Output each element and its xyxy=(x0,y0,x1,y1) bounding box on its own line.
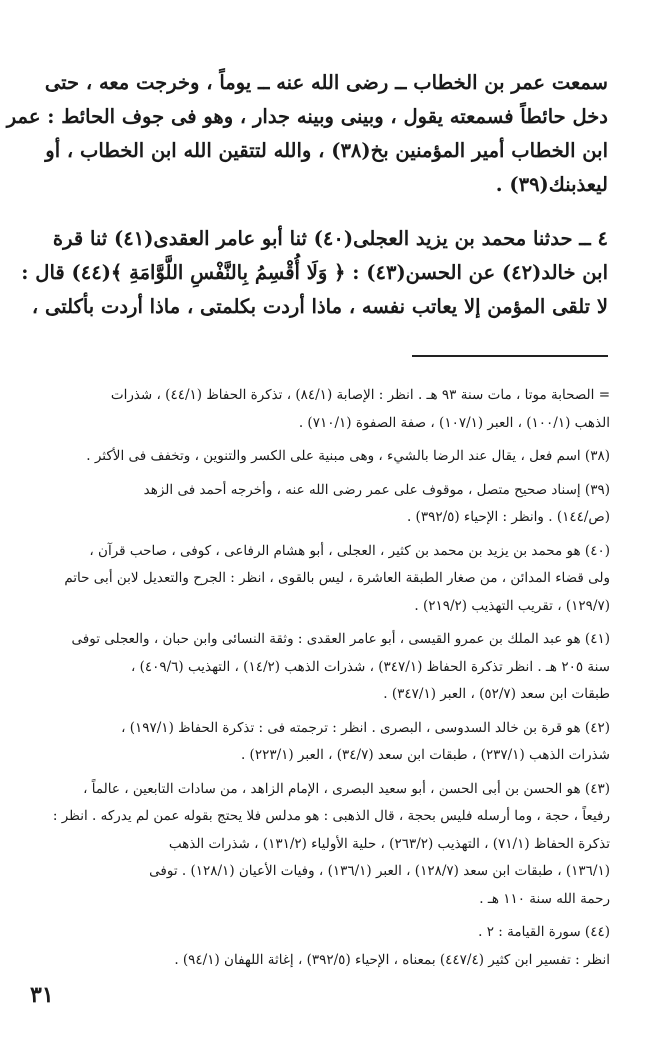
footnote-continued xyxy=(46,382,610,437)
main-paragraph-1 xyxy=(6,66,608,202)
footnote-line: (٤١) هو عبد الملك بن عمرو القيسى ، أبو عامر العقدى : وثقة النسائى وابن حبان ، والعجلى توفى xyxy=(71,631,610,647)
page-number: ٣١ xyxy=(30,982,54,1008)
footnote-line: رحمة الله سنة ١١٠ هـ . xyxy=(479,890,610,907)
footnotes xyxy=(46,382,610,980)
text-line: ابن خالد(٤٢) عن الحسن(٤٣) : ﴿ وَلَا أُقْسِمُ بِالنَّفْسِ اللَّوَّامَةِ ﴾(٤٤) قال : xyxy=(21,261,608,284)
footnote-line: (٤٤) سورة القيامة : ٢ . xyxy=(478,924,610,940)
footnote-line: الذهب (١٠٠/١) ، العبر (١٠٧/١) ، صفة الصفوة (٧١٠/١) . xyxy=(298,414,610,431)
footnote-40 xyxy=(46,538,610,621)
main-paragraph-2 xyxy=(21,222,608,324)
footnote-line: شذرات الذهب (٢٣٧/١) ، طبقات ابن سعد (٣٤/٧) ، العبر (٢٢٣/١) . xyxy=(240,747,610,763)
footnote-line: (٣٩) إسناد صحيح متصل ، موقوف على عمر رضى الله عنه ، وأخرجه أحمد فى الزهد xyxy=(143,481,610,498)
footnote-line: ولى قضاء المدائن ، من صغار الطبقة العاشرة ، ليس بالقوى ، انظر : الجرح والتعديل لابن أبى حاتم xyxy=(64,570,610,586)
footnote-line: (٣٨) اسم فعل ، يقال عند الرضا بالشيء ، وهى مبنية على الكسر والتنوين ، وتخفف فى الأكثر . xyxy=(86,448,610,464)
text-line: ٤ ــ حدثنا محمد بن يزيد العجلى(٤٠) ثنا أبو عامر العقدى(٤١) ثنا قرة xyxy=(52,227,608,250)
footnote-38 xyxy=(46,443,610,471)
footnote-39 xyxy=(46,477,610,532)
footnote-line: = الصحابة موتا ، مات سنة ٩٣ هـ . انظر : الإصابة (٨٤/١) ، تذكرة الحفاظ (٤٤/١) ، شذرات xyxy=(110,387,610,403)
footnote-line: (١٣٦/١) ، طبقات ابن سعد (١٢٨/٧) ، العبر (١٣٦/١) ، وفيات الأعيان (١٢٨/١) . توفى xyxy=(149,863,610,879)
footnote-separator xyxy=(412,355,608,357)
text-line: لا تلقى المؤمن إلا يعاتب نفسه ، ماذا أردت بكلمتى ، ماذا أردت بأكلتى ، xyxy=(31,295,608,318)
footnote-line: (٤٣) هو الحسن بن أبى الحسن ، أبو سعيد البصرى ، الإمام الزاهد ، من سادات التابعين ، عالماً ، xyxy=(83,780,610,797)
text-line: ابن الخطاب أمير المؤمنين بخ(٣٨) ، والله لتتقين الله ابن الخطاب ، أو xyxy=(45,139,608,162)
text-line: دخل حائطاً فسمعته يقول ، وبينى وبينه جدار ، وهو فى جوف الحائط : عمر xyxy=(6,105,608,128)
footnote-44 xyxy=(46,919,610,974)
text-line: سمعت عمر بن الخطاب ــ رضى الله عنه ــ يوماً ، وخرجت معه ، حتى xyxy=(44,71,608,94)
footnote-line: تذكرة الحفاظ (٧١/١) ، التهذيب (٢٦٣/٢) ، حلية الأولياء (١٣١/٢) ، شذرات الذهب xyxy=(168,835,610,852)
footnote-43 xyxy=(46,776,610,914)
footnote-42 xyxy=(46,715,610,770)
footnote-line: (٤٠) هو محمد بن يزيد بن محمد بن كثير ، العجلى ، أبو هشام الرفاعى ، كوفى ، صاحب قرآن ، xyxy=(89,542,610,559)
text-line: ليعذبنك(٣٩) . xyxy=(495,173,608,196)
footnote-line: (٤٢) هو قرة بن خالد السدوسى ، البصرى . انظر : ترجمته فى : تذكرة الحفاظ (١٩٧/١) ، xyxy=(121,719,610,736)
footnote-line: طبقات ابن سعد (٥٢/٧) ، العبر (٣٤٧/١) . xyxy=(383,686,610,702)
footnote-line: (ص/١٤٤) . وانظر : الإحياء (٣٩٢/٥) . xyxy=(406,509,610,525)
footnote-line: رفيعاً ، حجة ، وما أرسله فليس بحجة ، قال الذهبى : هو مدلس فلا يحتج بقوله عمن لم يدركه . انظر : xyxy=(52,808,610,824)
footnote-line: انظر : تفسير ابن كثير (٤٤٧/٤) بمعناه ، الإحياء (٣٩٢/٥) ، إغاثة اللهفان (٩٤/١) . xyxy=(174,951,610,968)
footnote-41 xyxy=(46,626,610,709)
footnote-line: سنة ٢٠٥ هـ . انظر تذكرة الحفاظ (٣٤٧/١) ، شذرات الذهب (١٤/٢) ، التهذيب (٤٠٩/٦) ، xyxy=(130,658,610,675)
footnote-line: (١٢٩/٧) ، تقريب التهذيب (٢١٩/٢) . xyxy=(414,597,610,614)
